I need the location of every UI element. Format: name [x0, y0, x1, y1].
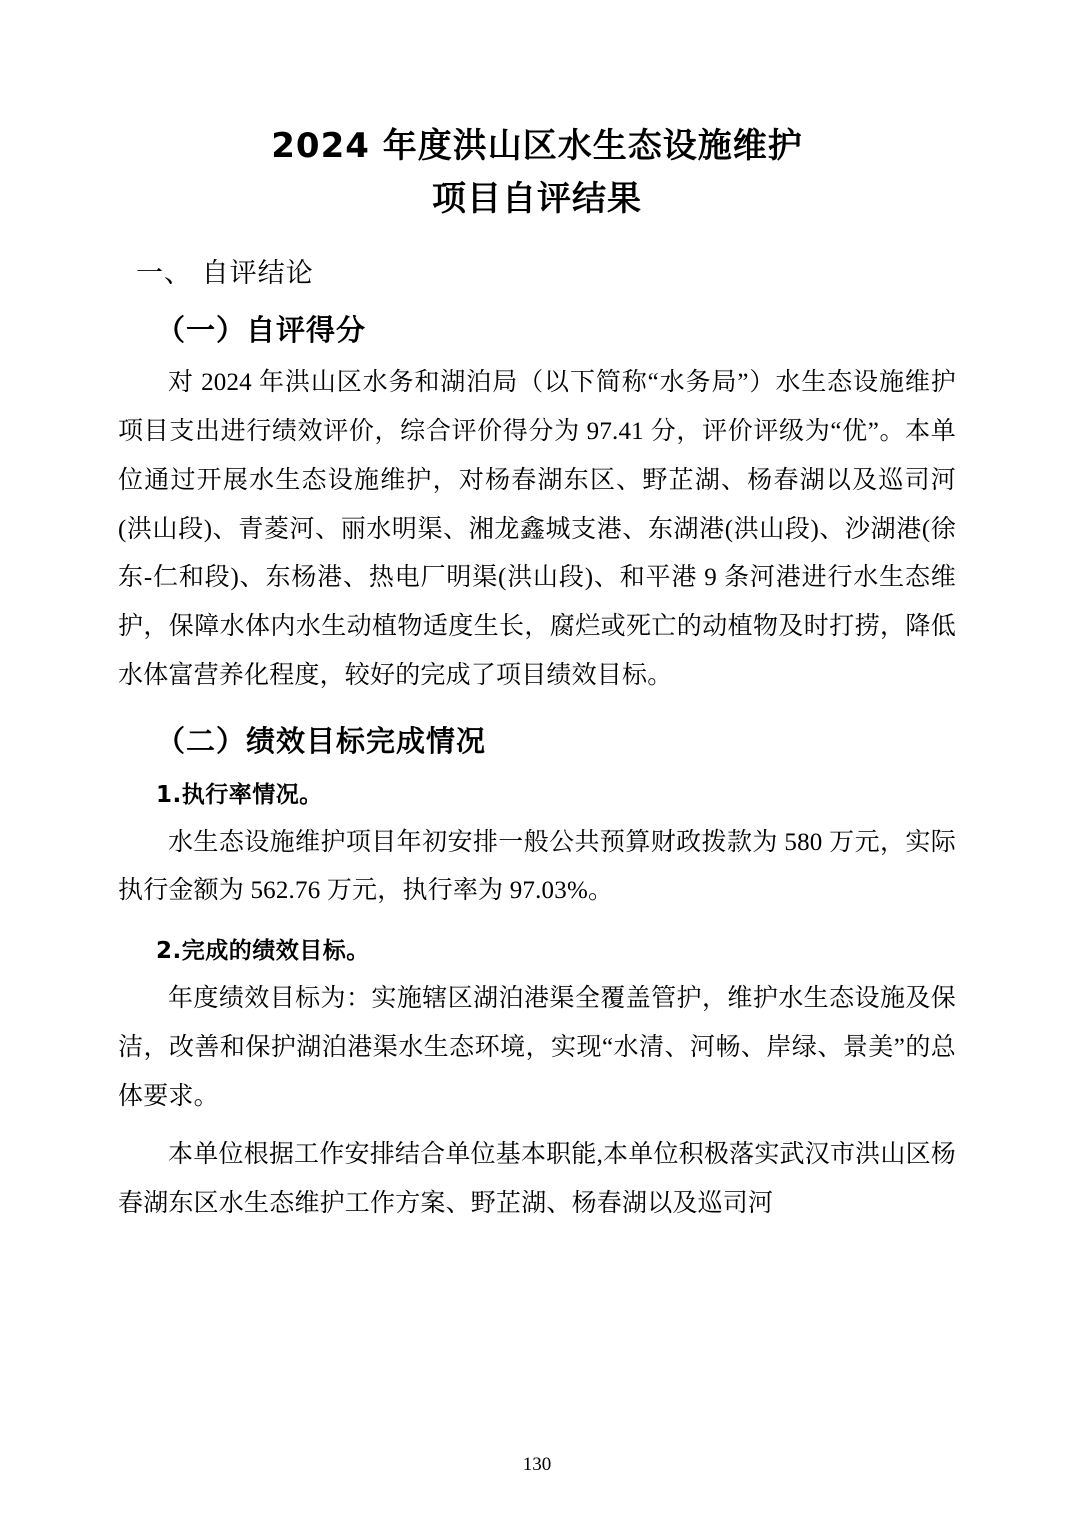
paragraph-4: 本单位根据工作安排结合单位基本职能,本单位积极落实武汉市洪山区杨春湖东区水生态维护工作方案、野芷湖、杨春湖以及巡司河	[118, 1141, 956, 1218]
list-item-heading-1: 1.执行率情况。	[156, 781, 323, 808]
paragraph-1: 对 2024 年洪山区水务和湖泊局（以下简称“水务局”）水生态设施维护项目支出进行绩效评价，综合评价得分为 97.41 分，评价评级为“优”。本单位通过开展水生态设施维护，对杨春湖东区、野芷湖、杨春湖以及巡司河(洪山段)、青菱河、丽水明渠、湘龙鑫城支港、东湖港(洪山段)、沙湖港(徐东-仁和段)、东杨港、热电厂明渠(洪山段)、和平港 9 条河港进行水生态维护，保障水体内水生动植物适度生长，腐烂或死亡的动植物及时打捞，降低水体富营养化程度，较好的完成了项目绩效目标。	[118, 369, 956, 689]
paragraph-3: 年度绩效目标为：实施辖区湖泊港渠全覆盖管护，维护水生态设施及保洁，改善和保护湖泊港渠水生态环境，实现“水清、河畅、岸绿、景美”的总体要求。	[118, 985, 956, 1110]
page-title	[118, 120, 956, 225]
subsection-heading-1: （一）自评得分	[156, 313, 367, 348]
page-title-line-1: 2024 年度洪山区水生态设施维护	[271, 126, 803, 166]
paragraph-2: 水生态设施维护项目年初安排一般公共预算财政拨款为 580 万元，实际执行金额为 562.76 万元，执行率为 97.03%。	[118, 828, 956, 905]
subsection-heading-2: （二）绩效目标完成情况	[156, 723, 487, 758]
section-heading-1: 一、 自评结论	[136, 258, 314, 290]
list-item-heading-2: 2.完成的绩效目标。	[156, 938, 370, 965]
page-title-line-2: 项目自评结果	[432, 178, 642, 219]
page-number: 130	[522, 1454, 552, 1475]
